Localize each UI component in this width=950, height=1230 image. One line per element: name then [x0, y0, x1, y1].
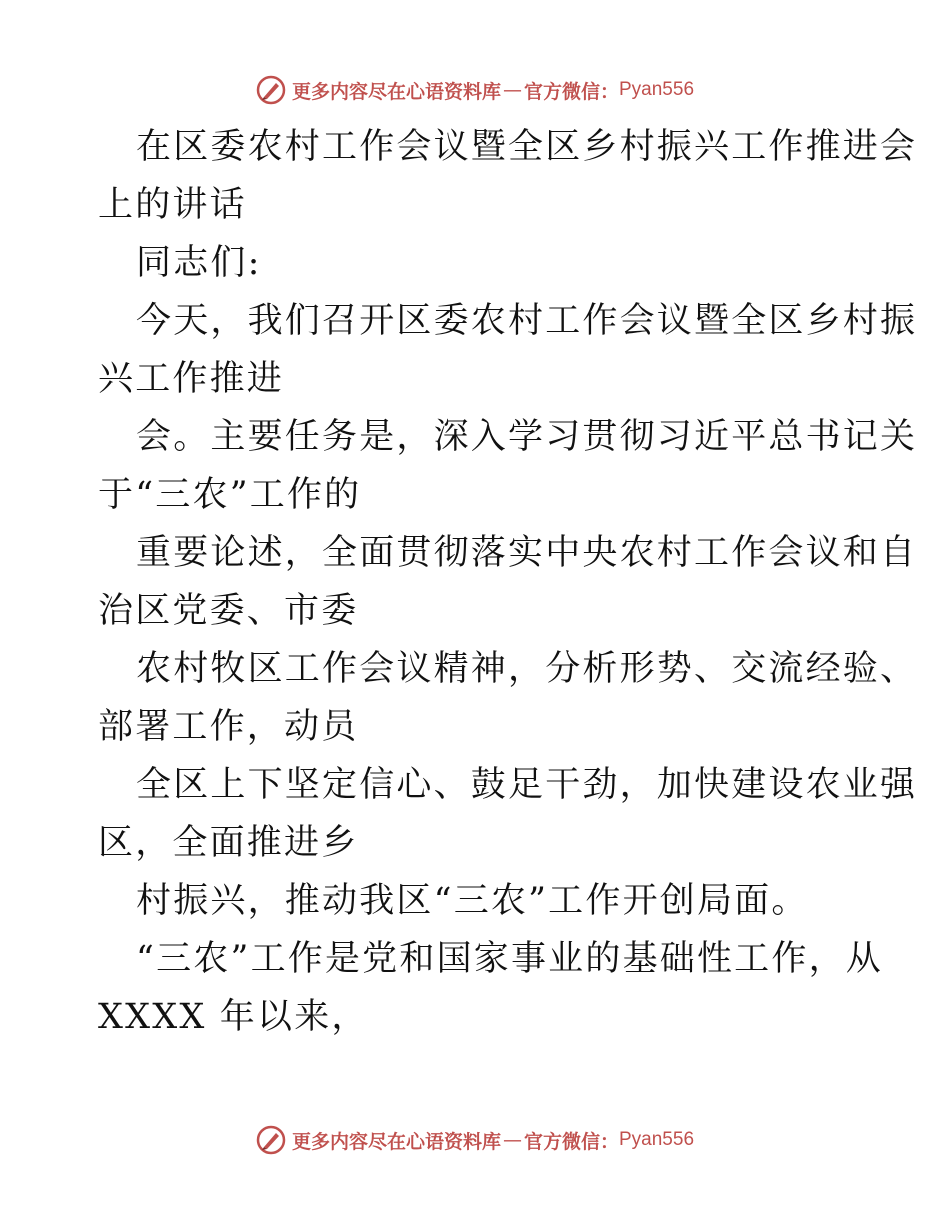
text-line: 在区委农村工作会议暨全区乡村振兴工作推进会 [136, 127, 918, 167]
watermark-id: Pyan556 [619, 79, 695, 100]
text-line: 村振兴，推动我区“三农”工作开创局面。 [136, 881, 809, 921]
footer-watermark [0, 1120, 950, 1160]
pen-logo-icon [256, 1125, 286, 1155]
text-line: 全区上下坚定信心、鼓足干劲，加快建设农业强 [136, 765, 918, 805]
text-line: 治区党委、市委 [98, 591, 359, 631]
watermark-label: 官方微信： [523, 1130, 619, 1153]
text-line: 会。主要任务是，深入学习贯彻习近平总书记关 [136, 417, 918, 457]
text-line: “三农”工作是党和国家事业的基础性工作，从 [136, 939, 883, 979]
text-line: 重要论述，全面贯彻落实中央农村工作会议和自 [136, 533, 918, 573]
text-line: 上的讲话 [98, 185, 247, 225]
watermark-text: 更多内容尽在心语资料库 [291, 1130, 501, 1153]
pen-logo-icon [256, 75, 286, 105]
watermark-label: 官方微信： [523, 80, 619, 103]
watermark-separator: — [502, 1129, 522, 1151]
document-body [98, 118, 918, 1046]
watermark-separator: — [502, 79, 522, 101]
watermark-text: 更多内容尽在心语资料库 [291, 80, 501, 103]
text-line: 兴工作推进 [98, 359, 285, 399]
text-line: 区，全面推进乡 [98, 823, 359, 863]
watermark-id: Pyan556 [619, 1129, 695, 1150]
text-line: 农村牧区工作会议精神，分析形势、交流经验、 [136, 649, 918, 689]
text-line: 同志们: [136, 243, 262, 283]
text-line: 于“三农”工作的 [98, 475, 362, 515]
header-watermark [0, 70, 950, 110]
text-line: 部署工作，动员 [98, 707, 359, 747]
text-line: 今天，我们召开区委农村工作会议暨全区乡村振 [136, 301, 918, 341]
text-line: XXXX 年以来， [98, 997, 369, 1037]
